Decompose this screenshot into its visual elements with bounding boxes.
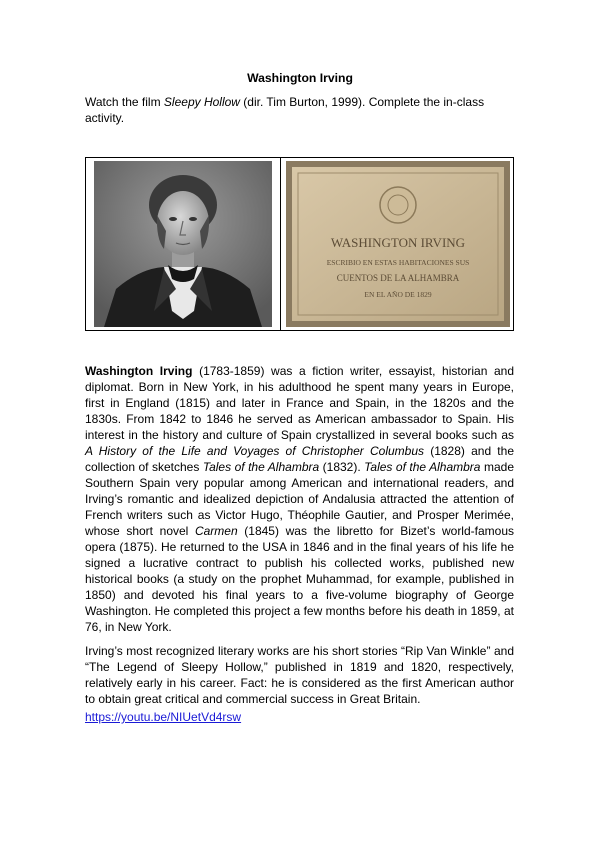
p1-segment-3: (1832). [319, 460, 365, 474]
portrait-cell [86, 158, 281, 330]
plaque-line-1: WASHINGTON IRVING [330, 235, 466, 250]
plaque-line-3: CUENTOS DE LA ALHAMBRA [336, 273, 460, 283]
plaque-line-4: EN EL AÑO DE 1829 [364, 290, 432, 299]
plaque-line-2: ESCRIBIO EN ESTAS HABITACIONES SUS [326, 258, 470, 267]
intro-film-title: Sleepy Hollow [163, 95, 240, 109]
subject-name: Washington Irving [85, 364, 193, 378]
irving-portrait-image [94, 161, 272, 327]
book-title-carmen: Carmen [194, 524, 238, 538]
plaque-cell [281, 158, 513, 330]
p1-segment-5: (1845) was the libretto for Bizet’s world-famous opera (1875). He returned to the USA in 1846 and in the final years of his life he signed a lucrative contract to publish his collected works, published new historical books (a study on the prophet Muhammad, for example, published in 1850) and devoted his final years to a five-volume biography of George Washington. He completed this project a few months before his death in 1859, at 76, in New York. [85, 524, 514, 634]
p1-segment-4: made Southern Spain very popular among American and international readers, and Irving’s romantic and idealized depiction of Andalusia attracted the attention of French writers such as Victor Hugo, Théophile Gautier, and Prosper Merimée, whose short novel [85, 460, 514, 538]
book-title-alhambra: Tales of the Alhambra [202, 460, 320, 474]
intro-paragraph [85, 94, 525, 126]
intro-pre: Watch the film [85, 95, 164, 109]
biography-paragraph-2: Irving’s most recognized literary works are his short stories “Rip Van Winkle” and “The Legend of Sleepy Hollow,” published in 1819 and 1820, respectively, relatively early in his career. Fact: he is considered as the first American author to obtain great critical and commercial success in Great Britain. [85, 644, 514, 706]
biography-text [85, 363, 514, 715]
p1-segment-1: (1783-1859) was a fiction writer, essayist, historian and diplomat. Born in New York, in his adulthood he spent many years in Europe, first in England (1815) and later in France and Spain, in the 1820s and the 1830s. From 1842 to 1846 he served as American ambassador to Spain. His interest in the history and culture of Spain crystallized in several books such as [85, 364, 515, 442]
intro-post: (dir. Tim Burton, 1999). Complete the in-class activity. [85, 95, 485, 125]
alhambra-plaque-image [286, 161, 510, 327]
document-title: Washington Irving [247, 71, 353, 85]
biography-paragraph-1 [85, 363, 514, 635]
p1-segment-2: (1828) and the collection of sketches [85, 444, 514, 474]
video-link[interactable]: https://youtu.be/NIUetVd4rsw [85, 710, 242, 724]
book-title-columbus: A History of the Life and Voyages of Christopher Columbus [85, 444, 425, 458]
image-table [85, 157, 514, 331]
book-title-alhambra-2: Tales of the Alhambra [364, 460, 481, 474]
